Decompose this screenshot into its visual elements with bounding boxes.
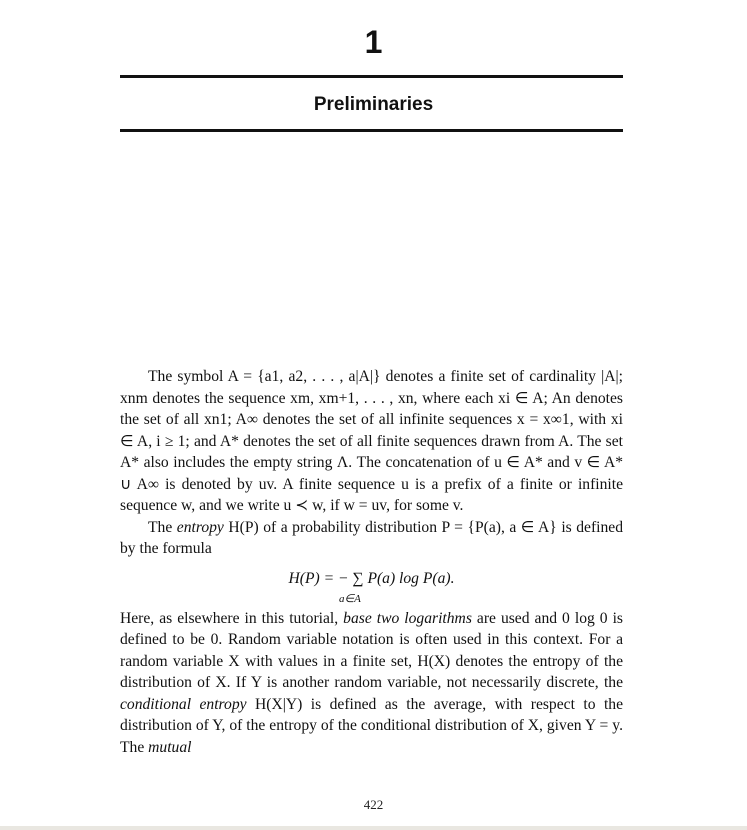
bottom-strip bbox=[0, 826, 747, 830]
term-entropy: entropy bbox=[176, 518, 224, 536]
chapter-number: 1 bbox=[364, 24, 383, 60]
body-text bbox=[120, 366, 623, 758]
text-span: The bbox=[148, 518, 177, 536]
formula-subscript: a∈A bbox=[339, 592, 361, 605]
top-rule bbox=[120, 75, 623, 78]
term-mutual: mutual bbox=[148, 738, 192, 756]
text-span: are used and 0 log 0 is defined to be 0. Random variable notation is often used in this context. For a random variable X with values in a finite set, H(X) denotes the entropy of the distribution of X. If Y is another random variable, not necessarily discrete, the bbox=[120, 609, 623, 691]
bottom-rule bbox=[120, 129, 623, 132]
text-span: H(P) of a probability distribution P = {P(a), a ∈ A} is defined by the formula bbox=[120, 518, 624, 557]
entropy-formula bbox=[120, 562, 623, 608]
formula-equation: H(P) = − ∑ P(a) log P(a). bbox=[288, 569, 455, 587]
term-conditional-entropy: conditional entropy bbox=[120, 695, 247, 713]
paragraph-entropy bbox=[120, 517, 623, 560]
paragraph-notation: The symbol A = {a1, a2, . . . , a|A|} denotes a finite set of cardinality |A|; xnm denotes the sequence xm, xm+1, . . . , xn, where each xi ∈ A; An denotes the set of all xn1; A∞ denotes the set of all infinite sequences x = x∞1, with xi ∈ A, i ≥ 1; and A* denotes the set of all finite sequences drawn from A. The set A* also includes the empty string Λ. The concatenation of u ∈ A* and v ∈ A* ∪ A∞ is denoted by uv. A finite sequence u is a prefix of a finite or infinite sequence w, and we write u ≺ w, if w = uv, for some v. bbox=[120, 368, 623, 514]
text-span: Here, as elsewhere in this tutorial, bbox=[120, 609, 344, 627]
page-number: 422 bbox=[363, 797, 384, 812]
text-span: H(X|Y) is defined as the average, with respect to the distribution of Y, of the entropy of the conditional distribution of X, given Y = y. The bbox=[120, 695, 623, 756]
term-base-two-logarithms: base two logarithms bbox=[343, 609, 472, 627]
chapter-title: Preliminaries bbox=[313, 94, 434, 115]
paragraph-logarithms bbox=[120, 608, 623, 759]
